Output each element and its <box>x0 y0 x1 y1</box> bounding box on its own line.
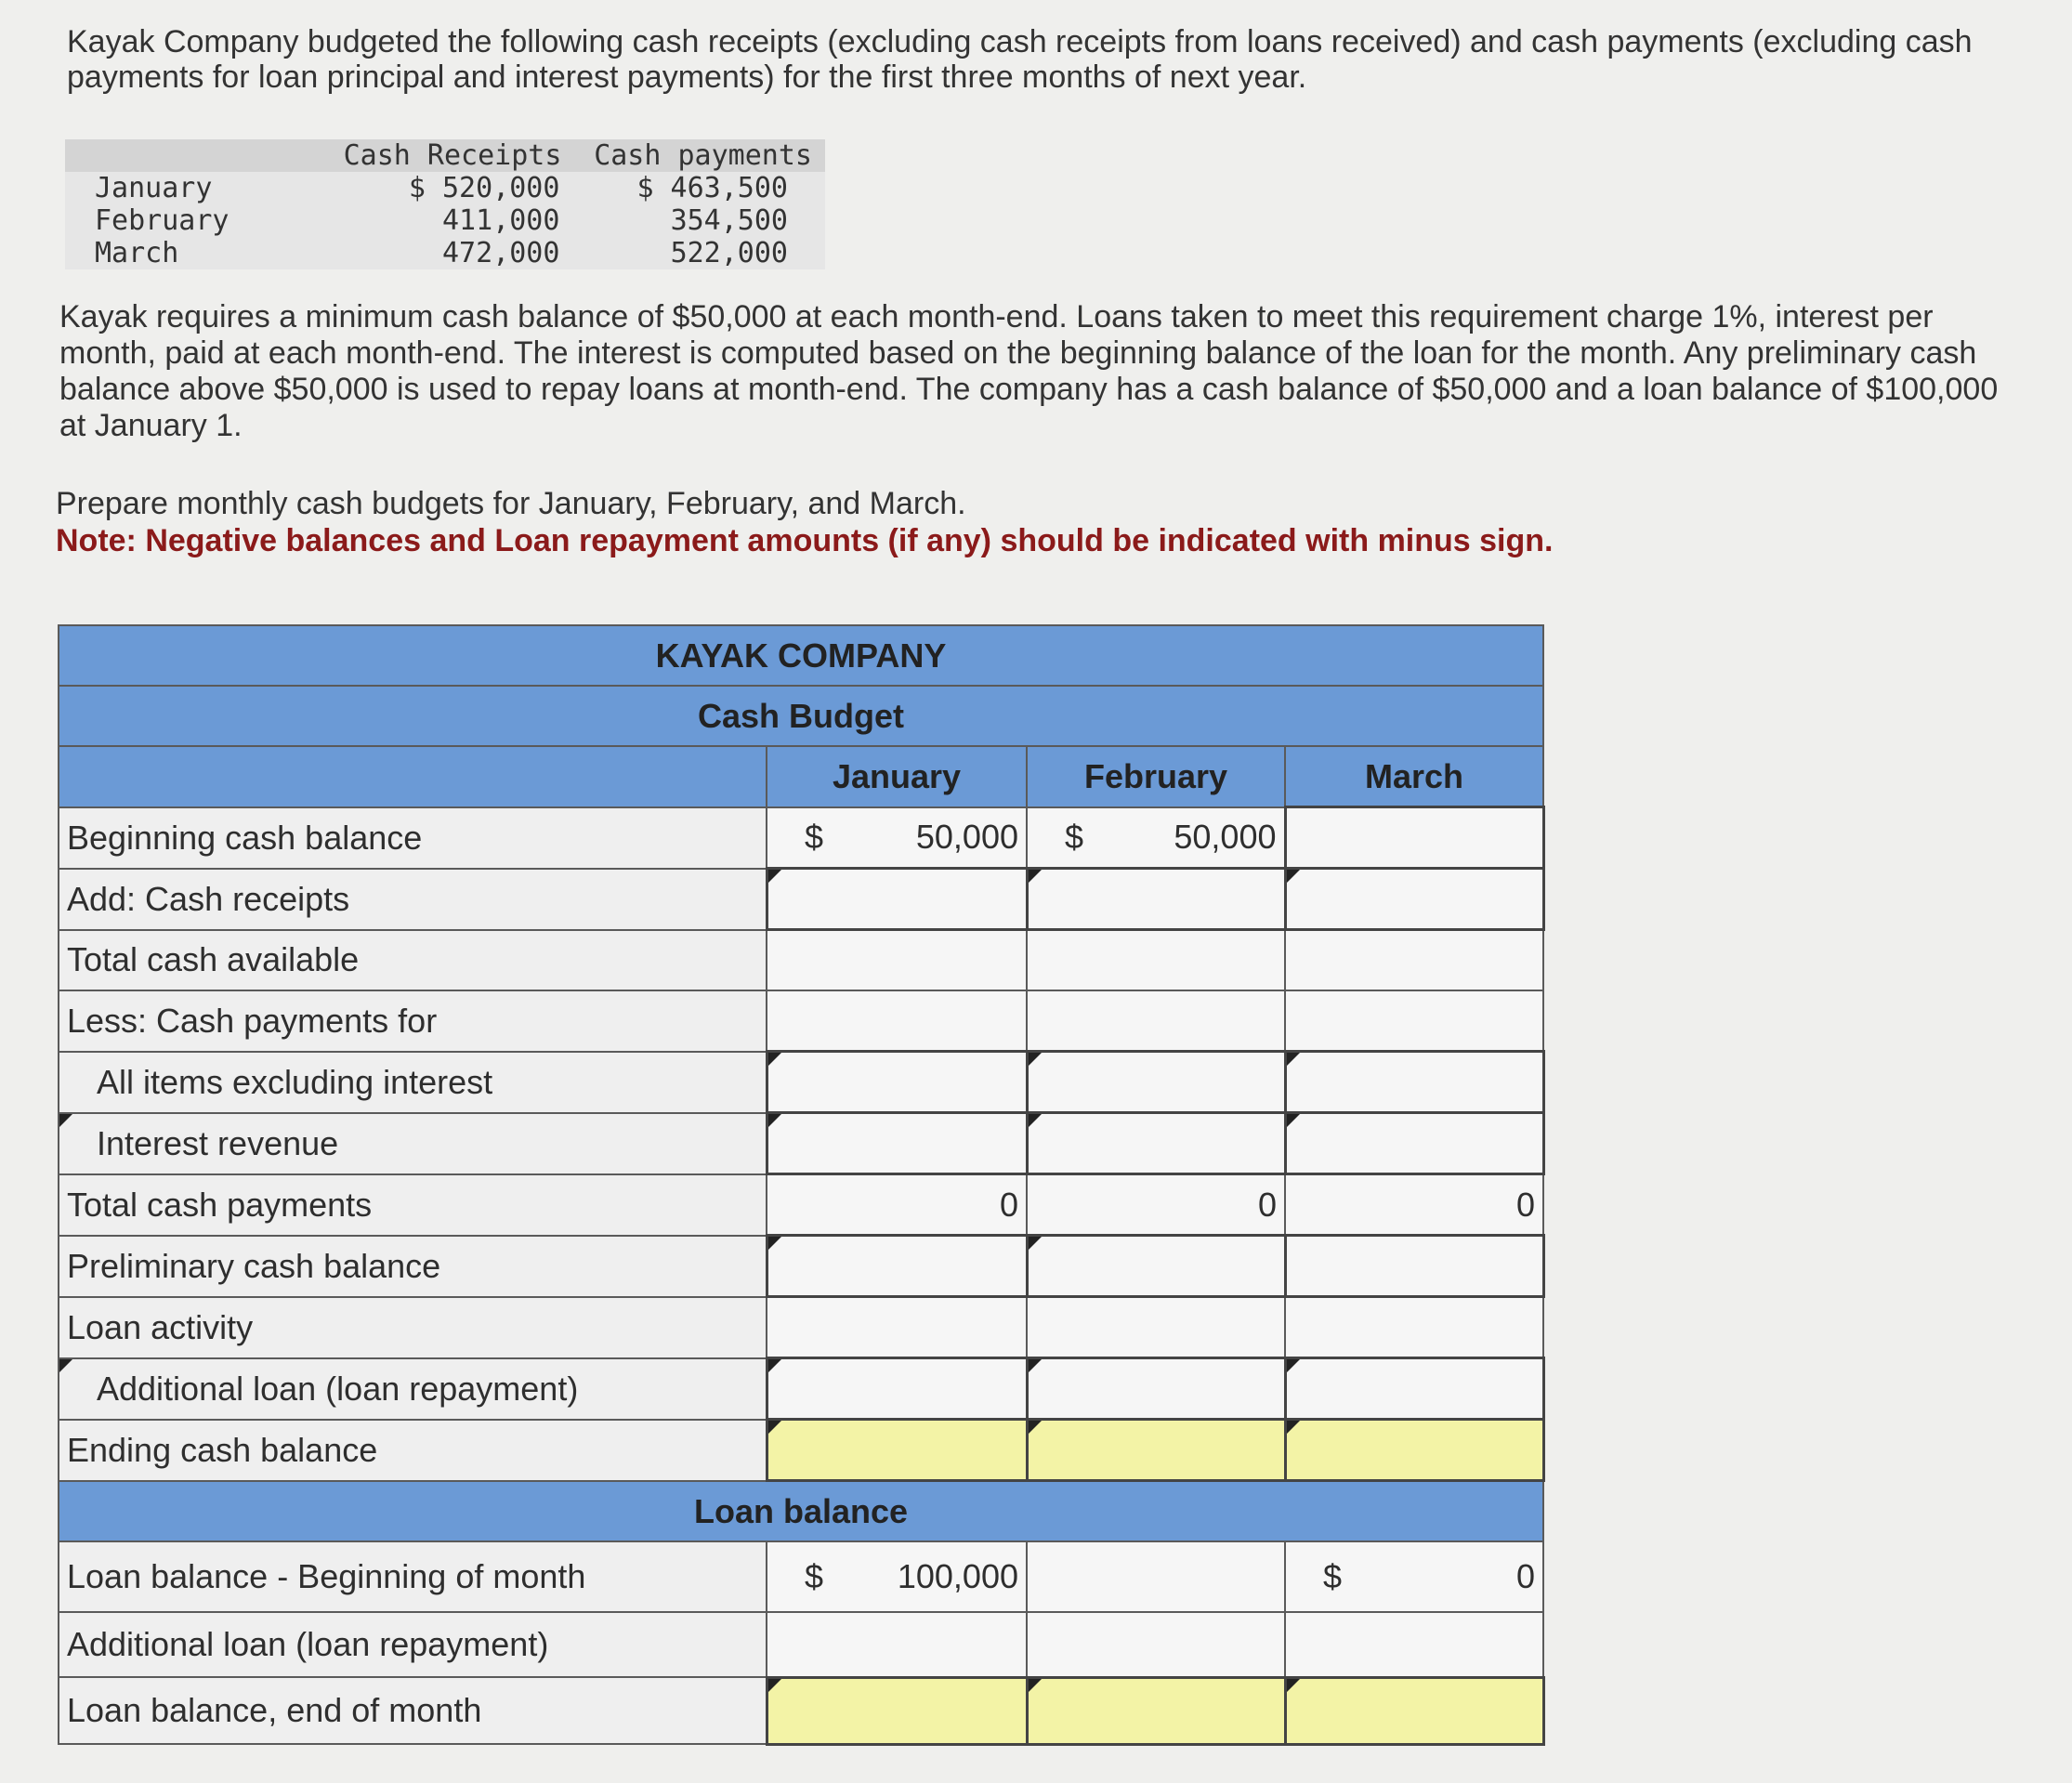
row-label-total-payments: Total cash payments <box>59 1174 767 1236</box>
loan-balance-header: Loan balance <box>59 1481 1543 1542</box>
given-payments: 522,000 <box>580 237 825 269</box>
ending-cash-january[interactable] <box>767 1420 1027 1481</box>
total-payments-february: 0 <box>1027 1174 1285 1236</box>
total-available-march <box>1285 930 1543 991</box>
row-label-all-items: All items excluding interest <box>59 1052 767 1113</box>
row-label-total-available: Total cash available <box>59 930 767 991</box>
total-payments-march: 0 <box>1285 1174 1543 1236</box>
loan-beginning-march-value: 0 <box>1516 1557 1536 1595</box>
currency-symbol: $ <box>1065 818 1084 857</box>
additional-loan-february-input[interactable] <box>1027 1358 1285 1420</box>
loan-beginning-february <box>1027 1541 1285 1612</box>
beginning-cash-february-value: 50,000 <box>1174 818 1277 857</box>
loan-end-january[interactable] <box>767 1677 1027 1744</box>
row-label-interest[interactable] <box>59 1113 767 1174</box>
row-label-less-payments: Less: Cash payments for <box>59 990 767 1052</box>
less-payments-january <box>767 990 1027 1052</box>
beginning-cash-january <box>767 807 1027 869</box>
month-header-march: March <box>1285 746 1543 807</box>
beginning-cash-january-value: 50,000 <box>915 818 1018 857</box>
loan-activity-february <box>1027 1297 1285 1358</box>
problem-intro: Kayak Company budgeted the following cash receipts (excluding cash receipts from loans received) and cash payments (excluding cash payments for loan principal and interest payments) for the first three months of next year. <box>67 24 1973 95</box>
loan-activity-january <box>767 1297 1027 1358</box>
given-receipts: 472,000 <box>276 237 581 269</box>
loan-end-february[interactable] <box>1027 1677 1285 1744</box>
total-available-february <box>1027 930 1285 991</box>
company-name: KAYAK COMPANY <box>59 625 1543 686</box>
less-payments-march <box>1285 990 1543 1052</box>
currency-symbol: $ <box>805 818 824 857</box>
loan-beginning-january-value: 100,000 <box>897 1557 1018 1595</box>
loan-beginning-march <box>1285 1541 1543 1612</box>
given-payments: 354,500 <box>580 204 825 237</box>
given-month: February <box>65 204 276 237</box>
interest-february-input[interactable] <box>1027 1113 1285 1174</box>
row-label-preliminary: Preliminary cash balance <box>59 1236 767 1297</box>
receipts-march-input[interactable] <box>1285 869 1543 930</box>
loan-activity-march <box>1285 1297 1543 1358</box>
currency-symbol: $ <box>805 1557 824 1595</box>
currency-symbol: $ <box>1323 1557 1343 1595</box>
row-label-add-receipts: Add: Cash receipts <box>59 869 767 930</box>
problem-requirements: Kayak requires a minimum cash balance of $50,000 at each month-end. Loans taken to meet this requirement charge 1%, interest per month, paid at each month-end. The interest is computed based on the beginning balance of the loan for the month. Any preliminary cash balance above $50,000 is used to repay loans at month-end. The company has a cash balance of $50,000 and a loan balance of $100,000 at January 1. <box>59 299 1999 443</box>
all-items-february-input[interactable] <box>1027 1052 1285 1113</box>
row-label-beginning-cash: Beginning cash balance <box>59 807 767 869</box>
receipts-january-input[interactable] <box>767 869 1027 930</box>
month-header-february: February <box>1027 746 1285 807</box>
note-text: Note: Negative balances and Loan repayment amounts (if any) should be indicated with minus sign. <box>56 523 1554 558</box>
given-receipts: 411,000 <box>276 204 581 237</box>
loan-end-march[interactable] <box>1285 1677 1543 1744</box>
additional-loan-january-input[interactable] <box>767 1358 1027 1420</box>
preliminary-january-input[interactable] <box>767 1236 1027 1297</box>
row-label-additional-loan[interactable] <box>59 1358 767 1420</box>
given-header-payments: Cash payments <box>580 139 825 172</box>
additional-loan-march-input[interactable] <box>1285 1358 1543 1420</box>
ending-cash-march[interactable] <box>1285 1420 1543 1481</box>
interest-march-input[interactable] <box>1285 1113 1543 1174</box>
ending-cash-february[interactable] <box>1027 1420 1285 1481</box>
interest-label-text: Interest revenue <box>97 1123 339 1162</box>
additional-loan-label-text: Additional loan (loan repayment) <box>97 1369 579 1408</box>
loan-additional-january <box>767 1612 1027 1677</box>
header-blank <box>59 746 767 807</box>
loan-additional-march <box>1285 1612 1543 1677</box>
cash-budget-table <box>58 624 1545 1746</box>
all-items-january-input[interactable] <box>767 1052 1027 1113</box>
receipts-february-input[interactable] <box>1027 869 1285 930</box>
preliminary-march-input[interactable] <box>1285 1236 1543 1297</box>
loan-additional-february <box>1027 1612 1285 1677</box>
beginning-cash-february <box>1027 807 1285 869</box>
row-label-loan-end: Loan balance, end of month <box>59 1677 767 1744</box>
beginning-cash-march-input[interactable] <box>1285 807 1543 869</box>
given-receipts: $ 520,000 <box>276 172 581 204</box>
row-label-loan-activity: Loan activity <box>59 1297 767 1358</box>
total-available-january <box>767 930 1027 991</box>
given-header-blank <box>65 139 276 172</box>
preliminary-february-input[interactable] <box>1027 1236 1285 1297</box>
loan-beginning-january <box>767 1541 1027 1612</box>
row-label-loan-beginning: Loan balance - Beginning of month <box>59 1541 767 1612</box>
given-header-receipts: Cash Receipts <box>276 139 581 172</box>
interest-january-input[interactable] <box>767 1113 1027 1174</box>
given-data-table <box>65 139 825 269</box>
less-payments-february <box>1027 990 1285 1052</box>
row-label-loan-additional: Additional loan (loan repayment) <box>59 1612 767 1677</box>
given-payments: $ 463,500 <box>580 172 825 204</box>
month-header-january: January <box>767 746 1027 807</box>
row-label-ending-cash: Ending cash balance <box>59 1420 767 1481</box>
prepare-text: Prepare monthly cash budgets for January, February, and March. <box>56 486 966 521</box>
given-month: January <box>65 172 276 204</box>
all-items-march-input[interactable] <box>1285 1052 1543 1113</box>
total-payments-january: 0 <box>767 1174 1027 1236</box>
instructions <box>56 485 1914 559</box>
given-month: March <box>65 237 276 269</box>
budget-title: Cash Budget <box>59 686 1543 746</box>
